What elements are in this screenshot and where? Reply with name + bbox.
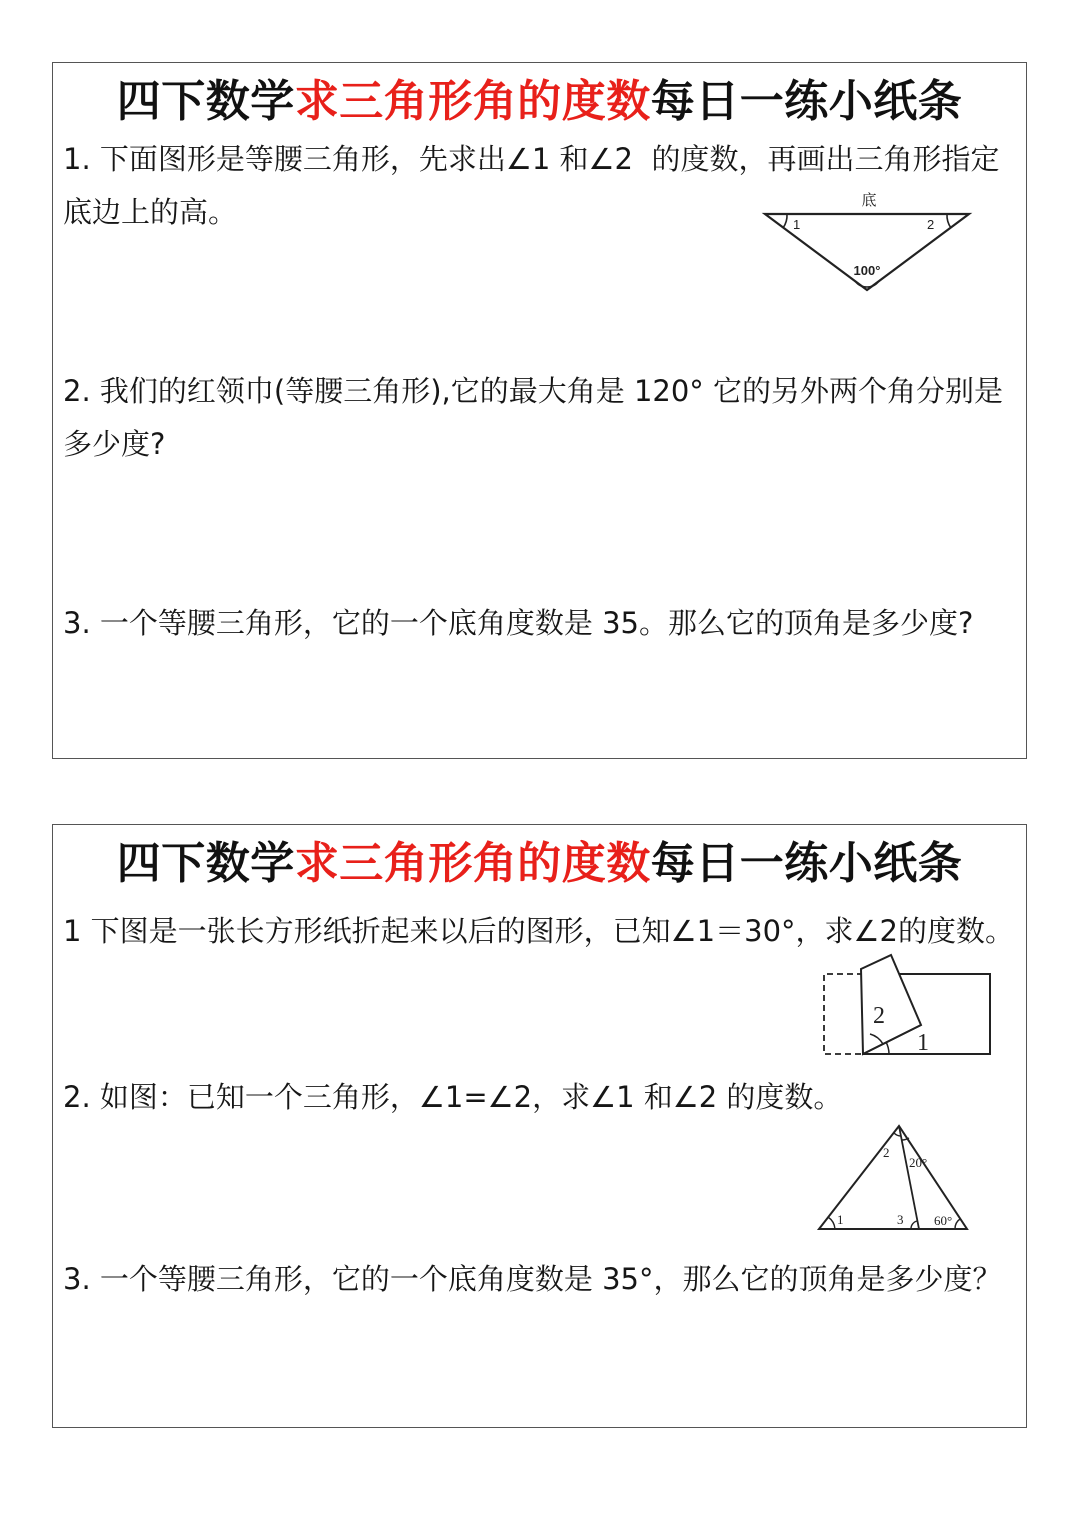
question-3: 3. 一个等腰三角形，它的一个底角度数是 35。那么它的顶角是多少度? (63, 606, 974, 640)
title-suffix: 每日一练小纸条 (650, 838, 963, 889)
isosceles-triangle-figure (759, 187, 981, 295)
title-highlight: 求三角形角的度数 (294, 838, 651, 889)
question-1: 1. 下面图形是等腰三角形，先求出∠1 和∠2 的度数，再画出三角形指定底边上的高。 (63, 142, 1000, 229)
practice-card-2 (52, 824, 1027, 1428)
angle1-label: 1 (837, 1212, 844, 1227)
angle2-label: 2 (927, 217, 935, 232)
apex-angle-label: 100° (853, 263, 881, 278)
title-prefix: 四下数学 (116, 838, 295, 889)
question-1: 1 下图是一张长方形纸折起来以后的图形，已知∠1＝30°，求∠2的度数。 (63, 914, 1014, 948)
angle20-label: 20° (909, 1155, 928, 1170)
angle3-arc (911, 1221, 917, 1229)
triangle-with-cevian-figure (815, 1121, 975, 1235)
question-2: 2. 如图：已知一个三角形，∠1=∠2，求∠1 和∠2 的度数。 (63, 1080, 843, 1114)
angle2-label: 2 (883, 1145, 890, 1160)
base-label: 底 (861, 192, 877, 209)
angle1-arc (783, 214, 787, 228)
angle2-label: 2 (873, 1003, 885, 1029)
practice-card-1 (52, 62, 1027, 759)
angle1-label: 1 (917, 1030, 929, 1056)
angle60-arc (955, 1219, 960, 1229)
question-3: 3. 一个等腰三角形，它的一个底角度数是 35°，那么它的顶角是多少度？ (63, 1262, 1002, 1296)
angle1-arc (828, 1217, 835, 1229)
card-title (53, 77, 1026, 127)
angle1-arc (886, 1042, 889, 1054)
title-highlight: 求三角形角的度数 (294, 76, 651, 127)
angle2-arc (947, 214, 951, 228)
title-suffix: 每日一练小纸条 (650, 76, 963, 127)
question-2: 2. 我们的红领巾(等腰三角形),它的最大角是 120° 它的另外两个角分别是多少度? (63, 374, 1004, 461)
apex-arc (855, 281, 879, 287)
angle60-label: 60° (934, 1213, 953, 1228)
folded-rectangle-figure (819, 949, 997, 1059)
card-title (53, 839, 1026, 889)
angle3-label: 3 (897, 1212, 904, 1227)
title-prefix: 四下数学 (116, 76, 295, 127)
dashed-original-edge (824, 974, 863, 1054)
angle1-label: 1 (793, 217, 801, 232)
